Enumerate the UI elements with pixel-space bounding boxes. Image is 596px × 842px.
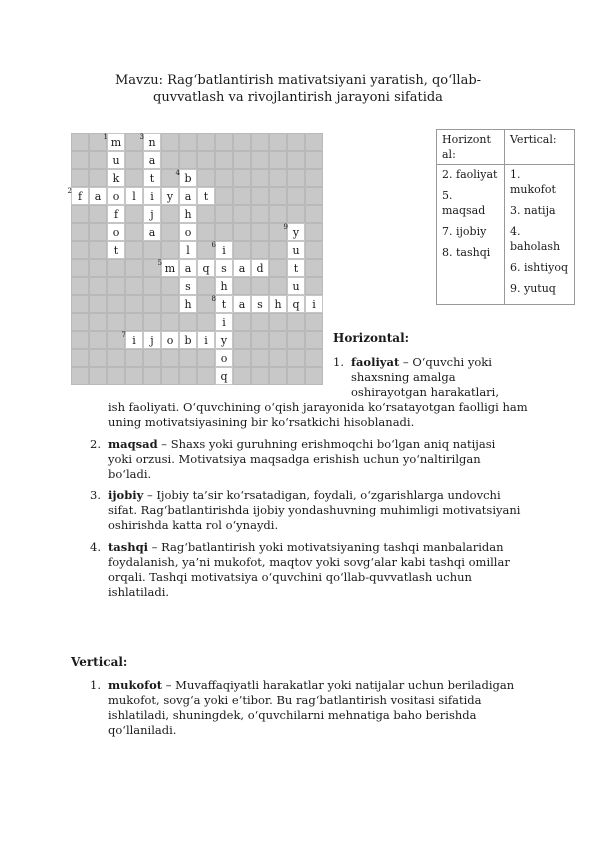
- crossword-blank-cell: [287, 133, 305, 151]
- crossword-grid: [67, 133, 323, 385]
- crossword-cell: [157, 259, 179, 277]
- crossword-blank-cell: [125, 223, 143, 241]
- crossword-blank-cell: [269, 259, 287, 277]
- crossword-blank-cell: [161, 151, 179, 169]
- crossword-blank-cell: [161, 349, 179, 367]
- cell-number: 2: [67, 187, 72, 195]
- clue-text: – Muvaffaqiyatli harakatlar yoki natijalar uchun beriladigan mukofot, sovg‘a yoki e’tibor. Bu rag‘batlantirish vositasi sifatida ishlatiladi, shuningdek, o‘quvchilarni mehnatiga baho berishda qo‘llaniladi.: [108, 678, 515, 737]
- crossword-blank-cell: [197, 169, 215, 187]
- crossword-blank-cell: [251, 169, 269, 187]
- crossword-blank-cell: [89, 205, 107, 223]
- cell-letter: t: [149, 172, 155, 185]
- cell-letter: a: [94, 190, 102, 203]
- crossword-cell: [233, 295, 251, 313]
- crossword-blank-cell: [233, 331, 251, 349]
- crossword-blank-cell: [197, 133, 215, 151]
- crossword-blank-cell: [125, 295, 143, 313]
- crossword-cell: [179, 241, 197, 259]
- cell-letter: j: [150, 208, 154, 221]
- crossword-blank-cell: [107, 295, 125, 313]
- clue-text: – Rag‘batlantirish yoki motivatsiyaning tashqi manbalaridan foydalanish, ya’ni mukofot, maqtov yoki sovg‘alar kabi tashqi omillar orqali. Tashqi motivatsiya o‘quvchini qo‘llab-quvvatlash uchun ishlatiladi.: [108, 540, 510, 599]
- cell-letter: q: [202, 262, 210, 275]
- cell-letter: k: [112, 172, 120, 185]
- crossword-blank-cell: [161, 205, 179, 223]
- summary-header-horizontal: Horizont al:: [437, 130, 505, 165]
- crossword-cell: [179, 259, 197, 277]
- cell-letter: j: [150, 334, 154, 347]
- crossword-blank-cell: [269, 187, 287, 205]
- crossword-blank-cell: [305, 205, 323, 223]
- crossword-blank-cell: [269, 313, 287, 331]
- clue-text: – O‘quvchi yoki shaxsning amalga oshirayotgan harakatlari,: [351, 355, 500, 399]
- crossword-cell: [143, 331, 161, 349]
- clue-number: 4.: [90, 540, 101, 554]
- crossword-blank-cell: [89, 349, 107, 367]
- crossword-cell: [197, 259, 215, 277]
- crossword-blank-cell: [233, 151, 251, 169]
- crossword-cell: [215, 367, 233, 385]
- crossword-cell: [179, 223, 197, 241]
- crossword-blank-cell: [305, 133, 323, 151]
- cell-number: 4: [175, 169, 180, 177]
- crossword-blank-cell: [71, 295, 89, 313]
- summary-horizontal-item: 2. faoliyat: [442, 168, 498, 181]
- cell-letter: l: [186, 244, 190, 257]
- cell-letter: o: [112, 190, 120, 203]
- crossword-blank-cell: [305, 241, 323, 259]
- crossword-blank-cell: [89, 367, 107, 385]
- cell-number: 1: [103, 133, 108, 141]
- cell-letter: t: [221, 298, 227, 311]
- crossword-blank-cell: [305, 313, 323, 331]
- crossword-cell: [287, 277, 305, 295]
- crossword-cell: [287, 259, 305, 277]
- crossword-blank-cell: [287, 313, 305, 331]
- crossword-blank-cell: [197, 277, 215, 295]
- cell-letter: i: [150, 190, 154, 203]
- crossword-cell: [107, 151, 125, 169]
- crossword-cell: [251, 259, 269, 277]
- cell-number: 8: [211, 295, 216, 303]
- crossword-blank-cell: [143, 241, 161, 259]
- crossword-blank-cell: [305, 223, 323, 241]
- crossword-blank-cell: [215, 223, 233, 241]
- crossword-blank-cell: [197, 223, 215, 241]
- cell-letter: h: [274, 298, 282, 311]
- crossword-blank-cell: [233, 241, 251, 259]
- crossword-blank-cell: [305, 367, 323, 385]
- crossword-blank-cell: [89, 259, 107, 277]
- crossword-cell: [107, 169, 125, 187]
- crossword-blank-cell: [215, 205, 233, 223]
- crossword-blank-cell: [143, 367, 161, 385]
- crossword-blank-cell: [251, 277, 269, 295]
- cell-letter: o: [220, 352, 228, 365]
- cell-letter: b: [184, 172, 192, 185]
- cell-letter: i: [222, 244, 226, 257]
- crossword-cell: [283, 223, 305, 241]
- crossword-blank-cell: [305, 151, 323, 169]
- cell-letter: b: [184, 334, 192, 347]
- crossword-blank-cell: [125, 367, 143, 385]
- crossword-blank-cell: [197, 151, 215, 169]
- crossword-blank-cell: [179, 151, 197, 169]
- crossword-cell: [179, 187, 197, 205]
- cell-letter: o: [184, 226, 192, 239]
- crossword-cell: [161, 331, 179, 349]
- crossword-blank-cell: [107, 349, 125, 367]
- summary-horizontal-item: 5. maqsad: [442, 189, 486, 217]
- crossword-blank-cell: [71, 205, 89, 223]
- crossword-blank-cell: [233, 223, 251, 241]
- cell-letter: f: [113, 208, 119, 221]
- clue-text: – Ijobiy ta’sir ko‘rsatadigan, foydali, o‘zgarishlarga undovchi sifat. Rag‘batlantirishda ijobiy yondashuvning muhimligi motivatsiyani oshirishda katta rol o‘ynaydi.: [108, 488, 521, 532]
- crossword-cell: [197, 331, 215, 349]
- crossword-blank-cell: [305, 331, 323, 349]
- crossword-cell: [179, 331, 197, 349]
- crossword-blank-cell: [89, 241, 107, 259]
- clue-word: maqsad: [108, 437, 158, 451]
- crossword-cell: [107, 241, 125, 259]
- summary-vertical-item: 3. natija: [510, 204, 556, 217]
- summary-vertical-item: 1. mukofot: [510, 168, 556, 196]
- clue-word: ijobiy: [108, 488, 144, 502]
- cell-letter: a: [184, 262, 192, 275]
- crossword-blank-cell: [215, 187, 233, 205]
- crossword-cell: [179, 295, 197, 313]
- crossword-cell: [215, 259, 233, 277]
- cell-letter: m: [110, 136, 122, 149]
- crossword-blank-cell: [305, 169, 323, 187]
- cell-letter: s: [257, 298, 263, 311]
- crossword-blank-cell: [305, 349, 323, 367]
- crossword-blank-cell: [89, 295, 107, 313]
- crossword-blank-cell: [197, 205, 215, 223]
- crossword-blank-cell: [269, 277, 287, 295]
- crossword-blank-cell: [305, 259, 323, 277]
- crossword-blank-cell: [107, 277, 125, 295]
- crossword-blank-cell: [233, 367, 251, 385]
- crossword-blank-cell: [251, 367, 269, 385]
- clue-word: mukofot: [108, 678, 163, 692]
- crossword-blank-cell: [107, 313, 125, 331]
- crossword-blank-cell: [143, 313, 161, 331]
- crossword-blank-cell: [233, 349, 251, 367]
- crossword-cell: [175, 169, 197, 187]
- cell-letter: s: [221, 262, 227, 275]
- cell-letter: t: [293, 262, 299, 275]
- cell-letter: f: [77, 190, 83, 203]
- crossword-cell: [143, 187, 161, 205]
- cell-letter: a: [148, 226, 156, 239]
- crossword-cell: [107, 187, 125, 205]
- cell-letter: l: [132, 190, 136, 203]
- crossword-cell: [215, 313, 233, 331]
- cell-letter: q: [220, 370, 228, 383]
- crossword-cell: [233, 259, 251, 277]
- crossword-blank-cell: [197, 349, 215, 367]
- crossword-blank-cell: [71, 259, 89, 277]
- cell-letter: u: [112, 154, 120, 167]
- crossword-cell: [89, 187, 107, 205]
- crossword-blank-cell: [161, 277, 179, 295]
- crossword-blank-cell: [233, 133, 251, 151]
- crossword-blank-cell: [287, 187, 305, 205]
- crossword-blank-cell: [161, 295, 179, 313]
- summary-vertical-item: 9. yutuq: [510, 282, 556, 295]
- crossword-blank-cell: [287, 367, 305, 385]
- crossword-cell: [269, 295, 287, 313]
- crossword-blank-cell: [179, 133, 197, 151]
- crossword-blank-cell: [179, 349, 197, 367]
- crossword-blank-cell: [233, 277, 251, 295]
- crossword-blank-cell: [251, 133, 269, 151]
- cell-letter: h: [220, 280, 228, 293]
- cell-letter: m: [164, 262, 176, 275]
- crossword-blank-cell: [251, 223, 269, 241]
- crossword-blank-cell: [125, 241, 143, 259]
- crossword-blank-cell: [107, 259, 125, 277]
- crossword-blank-cell: [269, 349, 287, 367]
- cell-letter: i: [222, 316, 226, 329]
- crossword-blank-cell: [251, 151, 269, 169]
- crossword-blank-cell: [233, 169, 251, 187]
- summary-horizontal-list: [437, 165, 505, 305]
- clue-number: 2.: [90, 437, 101, 451]
- crossword-blank-cell: [287, 349, 305, 367]
- clue-number: 1.: [333, 355, 344, 369]
- crossword-blank-cell: [71, 133, 89, 151]
- cell-letter: u: [292, 244, 300, 257]
- crossword-blank-cell: [305, 277, 323, 295]
- crossword-blank-cell: [143, 277, 161, 295]
- cell-letter: a: [184, 190, 192, 203]
- crossword-blank-cell: [125, 277, 143, 295]
- cell-letter: h: [184, 208, 192, 221]
- cell-number: 9: [283, 223, 288, 231]
- crossword-blank-cell: [161, 133, 179, 151]
- summary-vertical-list: [505, 165, 575, 305]
- crossword-cell: [215, 277, 233, 295]
- crossword-blank-cell: [215, 133, 233, 151]
- cell-letter: d: [256, 262, 264, 275]
- crossword-blank-cell: [71, 313, 89, 331]
- crossword-blank-cell: [251, 205, 269, 223]
- crossword-cell: [251, 295, 269, 313]
- cell-number: 3: [139, 133, 144, 141]
- cell-letter: t: [113, 244, 119, 257]
- crossword-blank-cell: [71, 367, 89, 385]
- crossword-blank-cell: [179, 313, 197, 331]
- crossword-cell: [287, 241, 305, 259]
- cell-letter: h: [184, 298, 192, 311]
- crossword-blank-cell: [287, 151, 305, 169]
- summary-horizontal-item: 7. ijobiy: [442, 225, 487, 238]
- cell-letter: o: [166, 334, 174, 347]
- clue-word: tashqi: [108, 540, 149, 554]
- cell-letter: y: [292, 226, 300, 239]
- cell-letter: i: [204, 334, 208, 347]
- crossword-cell: [139, 133, 161, 151]
- crossword-cell: [107, 223, 125, 241]
- crossword-blank-cell: [287, 331, 305, 349]
- crossword-cell: [211, 295, 233, 313]
- crossword-blank-cell: [269, 331, 287, 349]
- crossword-cell: [107, 205, 125, 223]
- vertical-heading: Vertical:: [71, 655, 128, 669]
- crossword-blank-cell: [269, 205, 287, 223]
- cell-letter: n: [148, 136, 156, 149]
- crossword-cell: [125, 187, 143, 205]
- crossword-blank-cell: [89, 331, 107, 349]
- horizontal-clue-1-start: [351, 355, 511, 400]
- cell-letter: t: [203, 190, 209, 203]
- crossword-blank-cell: [125, 259, 143, 277]
- clue-number: 1.: [90, 678, 101, 692]
- horizontal-heading: Horizontal:: [333, 331, 410, 345]
- summary-vertical-item: 4. baholash: [510, 225, 561, 253]
- crossword-blank-cell: [143, 349, 161, 367]
- horizontal-clue-3: [108, 488, 524, 533]
- crossword-blank-cell: [107, 367, 125, 385]
- cell-letter: i: [132, 334, 136, 347]
- crossword-cell: [121, 331, 143, 349]
- answer-summary-table: [436, 129, 575, 305]
- crossword-blank-cell: [287, 205, 305, 223]
- crossword-blank-cell: [179, 367, 197, 385]
- crossword-blank-cell: [125, 151, 143, 169]
- horizontal-clue-2: [108, 437, 520, 482]
- crossword-cell: [143, 169, 161, 187]
- crossword-blank-cell: [251, 187, 269, 205]
- crossword-blank-cell: [251, 313, 269, 331]
- crossword-cell: [67, 187, 89, 205]
- crossword-blank-cell: [161, 367, 179, 385]
- cell-number: 6: [211, 241, 216, 249]
- crossword-blank-cell: [251, 349, 269, 367]
- crossword-cell: [143, 151, 161, 169]
- crossword-cell: [179, 205, 197, 223]
- crossword-blank-cell: [125, 313, 143, 331]
- crossword-blank-cell: [161, 313, 179, 331]
- crossword-cell: [215, 331, 233, 349]
- summary-horizontal-item: 8. tashqi: [442, 246, 491, 259]
- vertical-clue-1: [108, 678, 518, 738]
- cell-number: 7: [121, 331, 126, 339]
- cell-letter: o: [112, 226, 120, 239]
- crossword-blank-cell: [125, 349, 143, 367]
- crossword-blank-cell: [269, 133, 287, 151]
- page-title: Mavzu: Rag‘batlantirish mativatsiyani yaratish, qo‘llab-quvvatlash va rivojlantirish jarayoni sifatida: [114, 73, 482, 105]
- clue-text: – Shaxs yoki guruhning erishmoqchi bo‘lgan aniq natijasi yoki orzusi. Motivatsiya maqsadga erishish uchun yo‘naltirilgan bo‘ladi.: [108, 437, 496, 481]
- crossword-cell: [211, 241, 233, 259]
- cell-letter: a: [148, 154, 156, 167]
- crossword-cell: [215, 349, 233, 367]
- crossword-cell: [103, 133, 125, 151]
- cell-number: 5: [157, 259, 162, 267]
- crossword-blank-cell: [197, 313, 215, 331]
- crossword-blank-cell: [71, 223, 89, 241]
- crossword-blank-cell: [233, 187, 251, 205]
- crossword-blank-cell: [125, 205, 143, 223]
- crossword-blank-cell: [251, 331, 269, 349]
- crossword-blank-cell: [89, 223, 107, 241]
- crossword-blank-cell: [269, 241, 287, 259]
- crossword-blank-cell: [71, 169, 89, 187]
- crossword-blank-cell: [71, 277, 89, 295]
- crossword-blank-cell: [197, 367, 215, 385]
- crossword-cell: [305, 295, 323, 313]
- crossword-cell: [287, 295, 305, 313]
- crossword-blank-cell: [161, 241, 179, 259]
- cell-letter: y: [220, 334, 228, 347]
- crossword-blank-cell: [269, 151, 287, 169]
- crossword-blank-cell: [215, 151, 233, 169]
- crossword-cell: [197, 187, 215, 205]
- crossword-cell: [143, 205, 161, 223]
- horizontal-clue-4: [108, 540, 528, 600]
- clue-word: faoliyat: [351, 355, 400, 369]
- crossword-blank-cell: [89, 277, 107, 295]
- crossword-blank-cell: [251, 241, 269, 259]
- crossword-blank-cell: [233, 205, 251, 223]
- crossword-cell: [179, 277, 197, 295]
- cell-letter: u: [292, 280, 300, 293]
- crossword-blank-cell: [71, 331, 89, 349]
- summary-vertical-item: 6. ishtiyoq: [510, 261, 569, 274]
- cell-letter: i: [312, 298, 316, 311]
- crossword-cell: [161, 187, 179, 205]
- crossword-blank-cell: [71, 241, 89, 259]
- crossword-blank-cell: [125, 169, 143, 187]
- crossword-blank-cell: [89, 151, 107, 169]
- crossword-blank-cell: [71, 151, 89, 169]
- crossword-cell: [143, 223, 161, 241]
- cell-letter: a: [238, 298, 246, 311]
- crossword-blank-cell: [161, 223, 179, 241]
- crossword-blank-cell: [233, 313, 251, 331]
- crossword-blank-cell: [143, 295, 161, 313]
- horizontal-clue-1-continued: ish faoliyati. O‘quvchining o‘qish jarayonida ko‘rsatayotgan faolligi ham uning motivatsiyasining bir ko‘rsatkichi hisoblanadi.: [108, 400, 528, 429]
- crossword-blank-cell: [89, 313, 107, 331]
- crossword-blank-cell: [269, 169, 287, 187]
- crossword-blank-cell: [305, 187, 323, 205]
- crossword-blank-cell: [89, 169, 107, 187]
- clue-number: 3.: [90, 488, 101, 502]
- cell-letter: s: [185, 280, 191, 293]
- crossword-blank-cell: [269, 367, 287, 385]
- cell-letter: a: [238, 262, 246, 275]
- cell-letter: y: [166, 190, 174, 203]
- crossword-blank-cell: [287, 169, 305, 187]
- cell-letter: q: [292, 298, 300, 311]
- crossword-blank-cell: [215, 169, 233, 187]
- summary-header-vertical: Vertical:: [505, 130, 575, 165]
- crossword-blank-cell: [71, 349, 89, 367]
